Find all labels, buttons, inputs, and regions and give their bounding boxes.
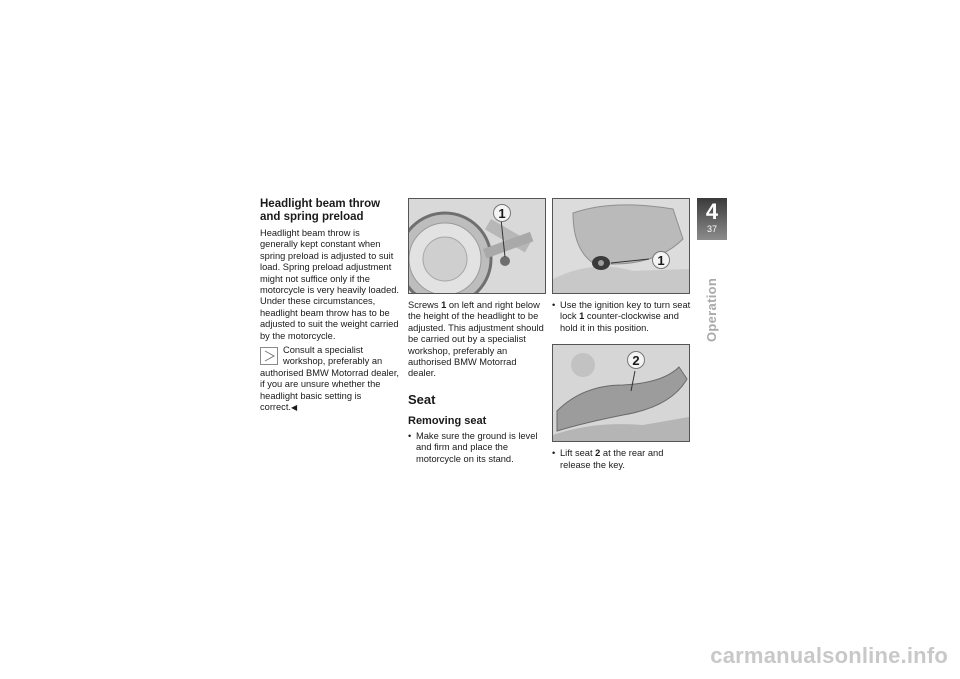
heading-headlight-beam: Headlight beam throw and spring preload [260,198,381,223]
headlight-illustration [409,199,545,293]
list-item: • Make sure the ground is level and firm and place the motorcycle on its stand. [408,430,538,464]
seat-illustration [553,345,689,441]
page-number: 37 [706,224,717,234]
heading-removing-seat: Removing seat [408,414,487,427]
seat-lock-illustration [553,199,689,293]
heading-seat: Seat [408,391,436,407]
headlight-figure [408,198,546,294]
figure-label-1: 1 [652,251,670,269]
list-item: • Lift seat 2 at the rear and release the key. [552,448,664,470]
seat-lock-figure [552,198,690,294]
note-text: Consult a specialist workshop, preferably an authorised BMW Motorrad dealer, if you are unsure whether the headlight basic setting is correct. [260,345,399,413]
steps-list [408,431,546,465]
triangle-note-icon [260,347,278,365]
screws-text: Screws 1 on left and right below the height of the headlight to be adjusted. This adjustment should be carried out by a specialist workshop, preferably an authorised BMW Motorrad dealer. [408,300,544,379]
figure-label-1: 1 [493,204,511,222]
end-mark-icon: ◀ [291,403,298,413]
section-title: Operation [704,277,719,342]
note-block [260,345,400,413]
column-seat-lock [552,198,692,471]
chapter-number: 4 [705,199,719,224]
steps-list [552,448,692,471]
headlight-body-text: Headlight beam throw is generally kept constant when spring preload is adjusted to suit load. Spring preload adjustment might not suffice only if the motorcycle is very heavily loaded. Under these circumstances, headlight beam throw has to be adjusted to suit the weight carried by the motorcycle. [260,228,399,341]
column-headlight [260,198,400,414]
column-screws [408,198,546,465]
watermark: carmanualsonline.info [710,643,948,668]
chapter-tab [697,198,727,240]
figure-label-2: 2 [627,351,645,369]
seat-figure [552,344,690,442]
list-item: • Use the ignition key to turn seat lock 1 counter-clockwise and hold it in this position. [552,300,691,333]
steps-list [552,300,692,334]
